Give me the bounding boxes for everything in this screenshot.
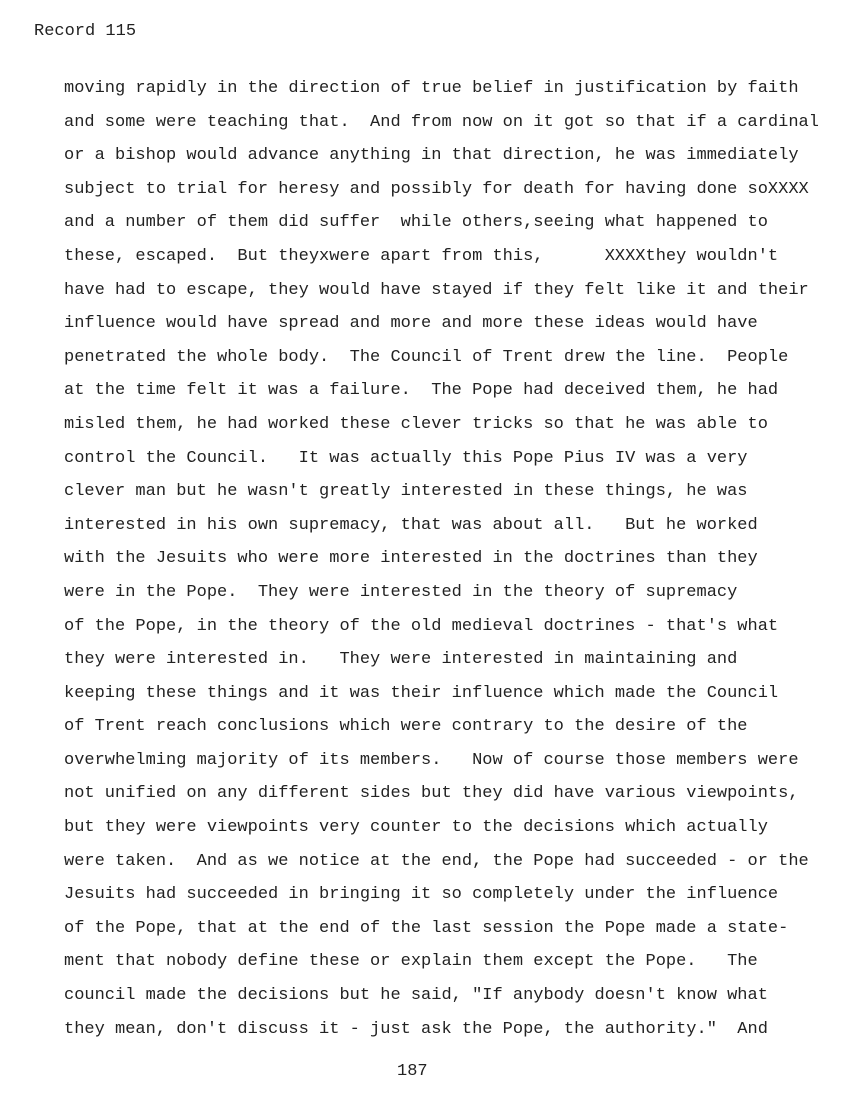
text-line: subject to trial for heresy and possibly for death for having done soXXXX	[64, 179, 809, 199]
text-line: of Trent reach conclusions which were contrary to the desire of the	[64, 717, 748, 737]
text-line: clever man but he wasn't greatly interested in these things, he was	[64, 482, 748, 502]
text-line: keeping these things and it was their influence which made the Council	[64, 683, 779, 703]
record-header: Record 115	[34, 22, 137, 41]
text-line: moving rapidly in the direction of true belief in justification by faith	[64, 79, 799, 98]
text-line: were in the Pope. They were interested in the theory of supremacy	[64, 582, 738, 602]
text-line: council made the decisions but he said, "If anybody doesn't know what	[64, 986, 768, 1006]
text-line: have had to escape, they would have stayed if they felt like it and their	[64, 280, 809, 300]
text-line: influence would have spread and more and more these ideas would have	[64, 314, 758, 334]
text-line: of the Pope, in the theory of the old medieval doctrines - that's what	[64, 616, 779, 636]
text-line: and a number of them did suffer while others,seeing what happened to	[64, 213, 768, 233]
text-line: interested in his own supremacy, that was about all. But he worked	[64, 515, 758, 535]
text-line: overwhelming majority of its members. Now of course those members were	[64, 750, 799, 770]
text-line: but they were viewpoints very counter to the decisions which actually	[64, 818, 768, 838]
text-line: Jesuits had succeeded in bringing it so completely under the influence	[64, 885, 779, 905]
text-line: control the Council. It was actually this Pope Pius IV was a very	[64, 448, 748, 468]
text-line: of the Pope, that at the end of the last session the Pope made a state-	[64, 918, 789, 938]
text-line: not unified on any different sides but they did have various viewpoints,	[64, 784, 799, 804]
text-line: at the time felt it was a failure. The Pope had deceived them, he had	[64, 381, 779, 401]
text-line: ment that nobody define these or explain them except the Pope. The	[64, 952, 758, 972]
document-body	[64, 72, 819, 1046]
text-line: misled them, he had worked these clever tricks so that he was able to	[64, 414, 768, 434]
text-line: penetrated the whole body. The Council of Trent drew the line. People	[64, 347, 789, 367]
text-line: they were interested in. They were interested in maintaining and	[64, 650, 738, 670]
text-line: they mean, don't discuss it - just ask the Pope, the authority." And	[64, 1019, 768, 1039]
text-line: with the Jesuits who were more interested in the doctrines than they	[64, 549, 758, 569]
text-line: were taken. And as we notice at the end, the Pope had succeeded - or the	[64, 851, 809, 871]
text-line: or a bishop would advance anything in that direction, he was immediately	[64, 146, 799, 166]
text-line: and some were teaching that. And from now on it got so that if a cardinal	[64, 112, 819, 132]
text-line: these, escaped. But theyxwere apart from this, XXXXthey wouldn't	[64, 246, 779, 266]
page-number: 187	[397, 1062, 428, 1081]
